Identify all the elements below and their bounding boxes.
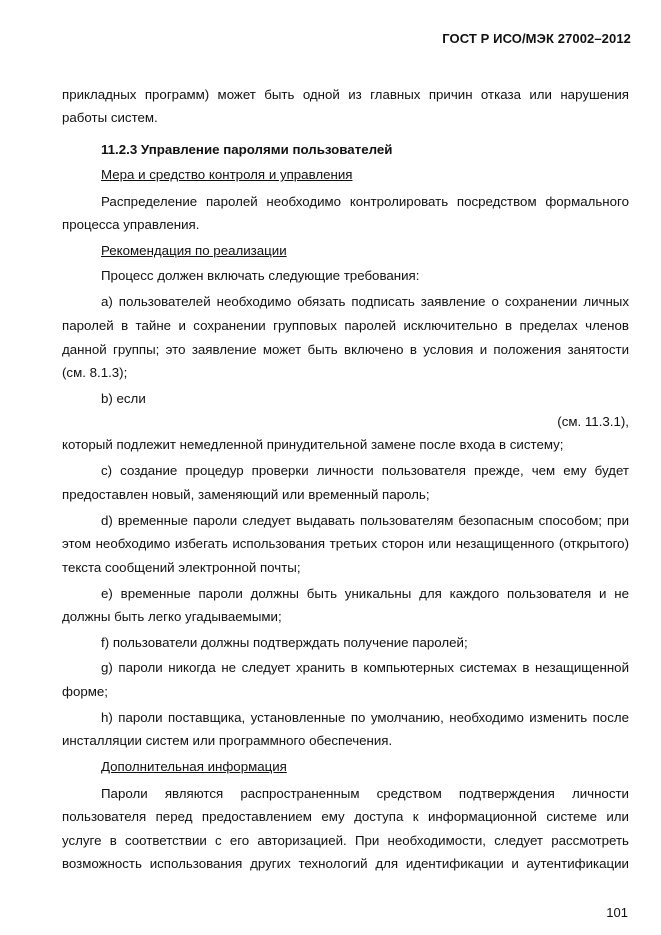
list-item-h: h) пароли поставщика, установленные по умолчанию, необходимо изменить после xyxy=(101,710,629,725)
text-line: услуге в соответствии с его авторизацией. При необходимости, следует рассмотреть xyxy=(62,833,629,848)
section-heading: 11.2.3 Управление паролями пользователей xyxy=(101,142,393,157)
text-line: процесса управления. xyxy=(62,217,200,232)
list-item-d: d) временные пароли следует выдавать пользователям безопасным способом; при xyxy=(101,513,629,528)
subheading-control: Мера и средство контроля и управления xyxy=(101,167,353,182)
list-item-c: с) создание процедур проверки личности пользователя прежде, чем ему будет xyxy=(101,463,629,478)
text-line: должны быть легко угадываемыми; xyxy=(62,609,282,624)
text-line: этом необходимо избегать использования третьих сторон или незащищенного (открытого) xyxy=(62,536,629,551)
text-line: прикладных программ) может быть одной из главных причин отказа или нарушения xyxy=(62,87,629,102)
subheading-guidance: Рекомендация по реализации xyxy=(101,243,287,258)
text-line: (см. 11.3.1), xyxy=(557,414,629,429)
text-line: пользователя перед предоставлением ему доступа к информационной системе или xyxy=(62,809,629,824)
list-item-a: а) пользователей необходимо обязать подписать заявление о сохранении личных xyxy=(101,294,629,309)
text-line: данной группы; это заявление может быть включено в условия и положения занятости xyxy=(62,342,629,357)
text-line: (см. 8.1.3); xyxy=(62,365,128,380)
text-line: Распределение паролей необходимо контролировать посредством формального xyxy=(101,194,629,209)
text-line: форме; xyxy=(62,684,108,699)
text-line: Процесс должен включать следующие требования: xyxy=(101,268,420,283)
list-item-e: е) временные пароли должны быть уникальны для каждого пользователя и не xyxy=(101,586,629,601)
text-line: инсталляции систем или программного обеспечения. xyxy=(62,733,393,748)
list-item-g: g) пароли никогда не следует хранить в компьютерных системах в незащищенной xyxy=(101,660,629,675)
text-line: который подлежит немедленной принудительной замене после входа в систему; xyxy=(62,437,564,452)
document-header: ГОСТ Р ИСО/МЭК 27002–2012 xyxy=(442,31,631,46)
text-line: возможность использования других технологий для идентификации и аутентификации xyxy=(62,856,629,871)
text-line: Пароли являются распространенным средством подтверждения личности xyxy=(101,786,629,801)
subheading-additional-info: Дополнительная информация xyxy=(101,759,287,774)
text-line: паролей в тайне и сохранении групповых паролей исключительно в пределах членов xyxy=(62,318,629,333)
text-line: работы систем. xyxy=(62,110,158,125)
text-line: текста сообщений электронной почты; xyxy=(62,560,301,575)
list-item-b: b) если xyxy=(101,391,146,406)
list-item-f: f) пользователи должны подтверждать получение паролей; xyxy=(101,635,468,650)
page-number: 101 xyxy=(606,905,628,920)
text-line: предоставлен новый, заменяющий или временный пароль; xyxy=(62,487,430,502)
